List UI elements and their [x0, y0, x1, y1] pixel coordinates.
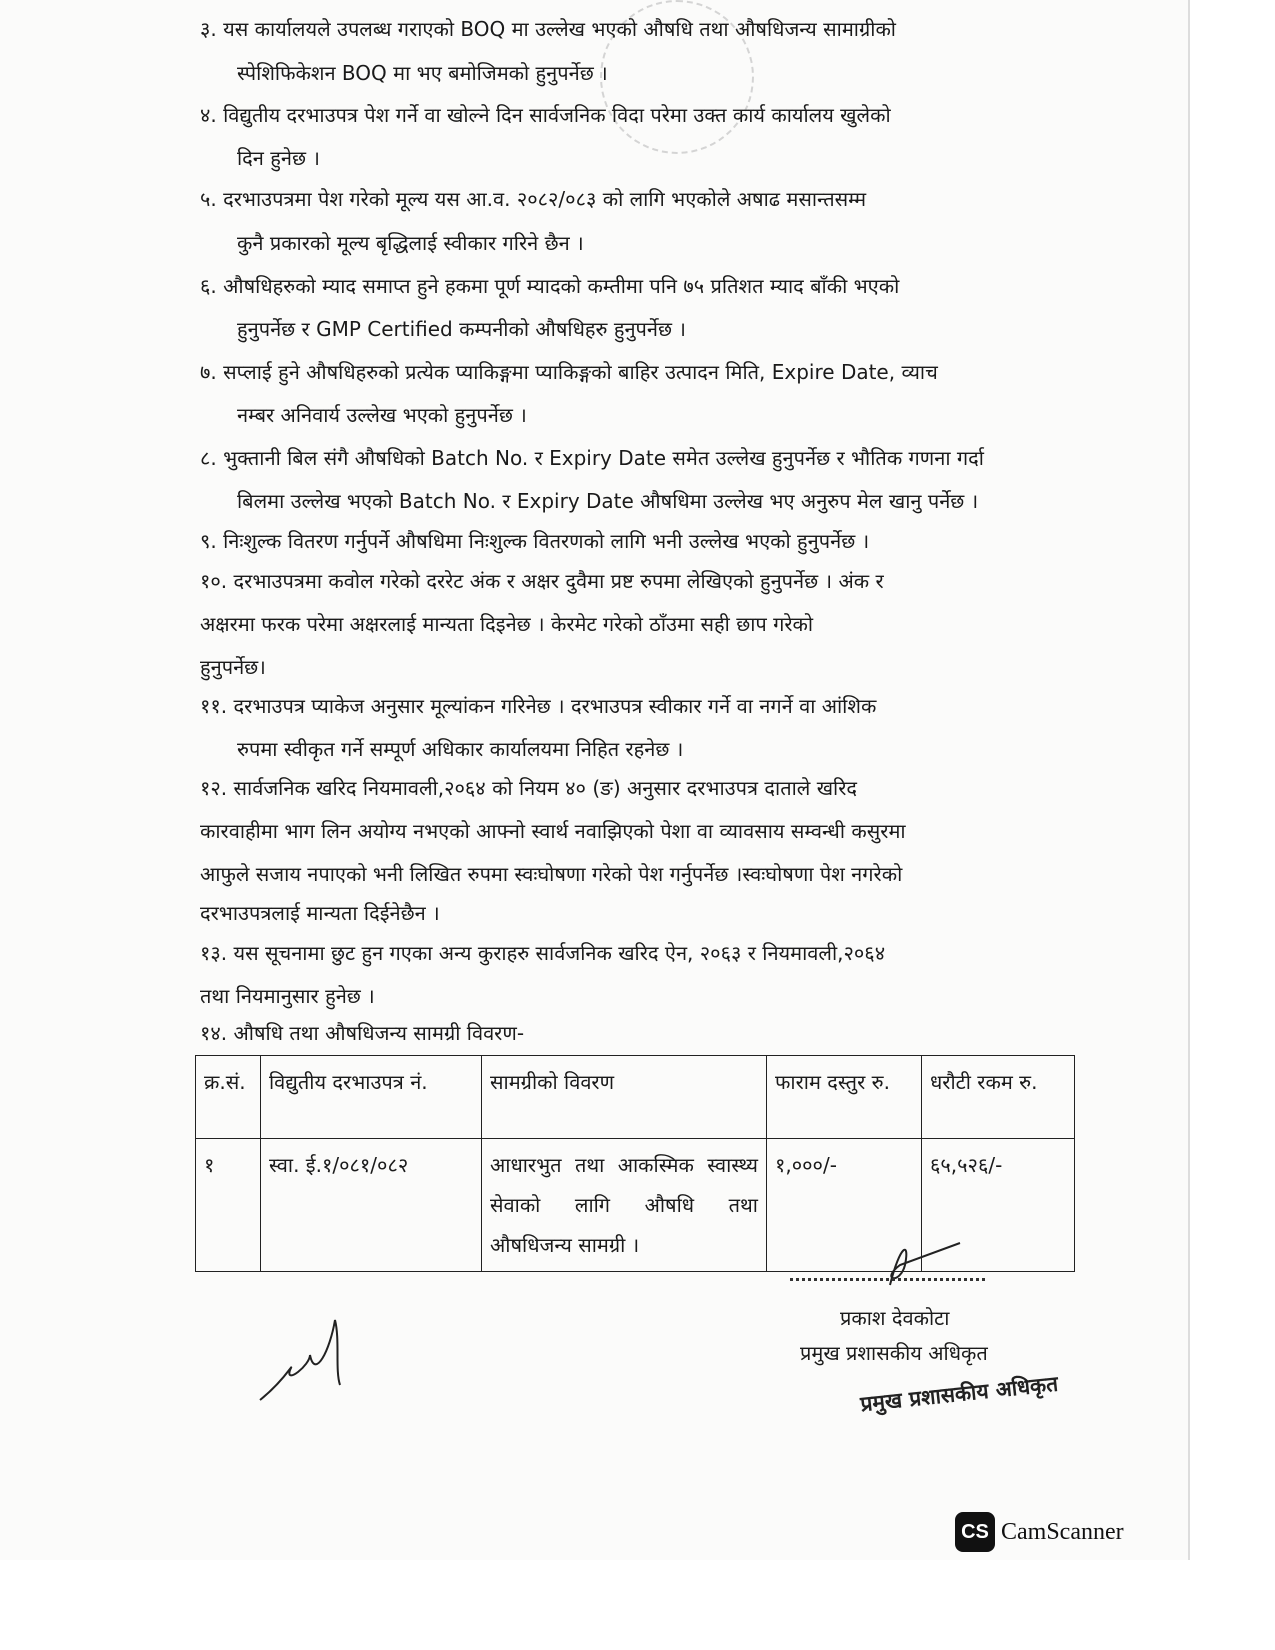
- signatory-title: प्रमुख प्रशासकीय अधिकृत: [800, 1341, 988, 1365]
- title-stamp: प्रमुख प्रशासकीय अधिकृत: [859, 1371, 1060, 1417]
- cell-description: आधारभुत तथा आकस्मिक स्वास्थ्य सेवाको लागि औषधि तथा औषधिजन्य सामग्री ।: [482, 1139, 767, 1272]
- clause-line: १४. औषधि तथा औषधिजन्य सामग्री विवरण-: [200, 1021, 525, 1045]
- clause-continuation: आफुले सजाय नपाएको भनी लिखित रुपमा स्वःघोषणा गरेको पेश गर्नुपर्नेछ ।स्वःघोषणा पेश नगरेको: [200, 862, 903, 886]
- cell-form-fee: १,०००/-: [767, 1139, 922, 1272]
- clause-continuation: दिन हुनेछ ।: [237, 146, 320, 170]
- table-header-row: [196, 1056, 1075, 1139]
- signature-initials: [255, 1310, 355, 1410]
- clause-continuation: नम्बर अनिवार्य उल्लेख भएको हुनुपर्नेछ ।: [237, 403, 527, 427]
- clause-continuation: तथा नियमानुसार हुनेछ ।: [200, 984, 375, 1008]
- header-description: सामग्रीको विवरण: [482, 1056, 767, 1139]
- signature-line: [790, 1278, 985, 1281]
- cell-sn: १: [196, 1139, 261, 1272]
- clause-line: १०. दरभाउपत्रमा कवोल गरेको दररेट अंक र अक्षर दुवैमा प्रष्ट रुपमा लेखिएको हुनुपर्नेछ । अंक र: [200, 569, 884, 593]
- header-sn: क्र.सं.: [196, 1056, 261, 1139]
- clause-continuation: कारवाहीमा भाग लिन अयोग्य नभएको आफ्नो स्वार्थ नवाझिएको पेशा वा व्यावसाय सम्वन्धी कसुरमा: [200, 819, 906, 843]
- clause-continuation: बिलमा उल्लेख भएको Batch No. र Expiry Date औषधिमा उल्लेख भए अनुरुप मेल खानु पर्नेछ ।: [237, 489, 979, 513]
- clause-continuation: अक्षरमा फरक परेमा अक्षरलाई मान्यता दिइनेछ । केरमेट गरेको ठाँउमा सही छाप गरेको: [200, 612, 814, 636]
- header-deposit: धरौटी रकम रु.: [922, 1056, 1075, 1139]
- camscanner-watermark: [955, 1512, 1124, 1552]
- page-edge: [1188, 0, 1190, 1560]
- clause-continuation: रुपमा स्वीकृत गर्ने सम्पूर्ण अधिकार कार्यालयमा निहित रहनेछ ।: [237, 737, 684, 761]
- clause-line: ४. विद्युतीय दरभाउपत्र पेश गर्ने वा खोल्ने दिन सार्वजनिक विदा परेमा उक्त कार्य कार्यालय खुलेको: [200, 103, 891, 127]
- signature-officer: [870, 1235, 970, 1295]
- clause-line: १३. यस सूचनामा छुट हुन गएका अन्य कुराहरु सार्वजनिक खरिद ऐन, २०६३ र नियमावली,२०६४: [200, 941, 886, 965]
- signatory-name: प्रकाश देवकोटा: [840, 1306, 950, 1330]
- cell-deposit: ६५,५२६/-: [922, 1139, 1075, 1272]
- clause-line: ६. औषधिहरुको म्याद समाप्त हुने हकमा पूर्ण म्यादको कम्तीमा पनि ७५ प्रतिशत म्याद बाँकी भएको: [200, 274, 900, 298]
- clause-line: ११. दरभाउपत्र प्याकेज अनुसार मूल्यांकन गरिनेछ । दरभाउपत्र स्वीकार गर्ने वा नगर्ने वा आंशिक: [200, 694, 877, 718]
- clause-line: ५. दरभाउपत्रमा पेश गरेको मूल्य यस आ.व. २०८२/०८३ को लागि भएकोले अषाढ मसान्तसम्म: [200, 187, 867, 211]
- camscanner-logo: CS: [955, 1512, 995, 1552]
- clause-line: ७. सप्लाई हुने औषधिहरुको प्रत्येक प्याकिङ्गमा प्याकिङ्गको बाहिर उत्पादन मिति, Expire Date, व्याच: [200, 360, 938, 384]
- clause-continuation: दरभाउपत्रलाई मान्यता दिईनेछैन ।: [200, 901, 440, 925]
- cell-bid-no: स्वा. ई.१/०८१/०८२: [261, 1139, 482, 1272]
- clause-continuation: हुनुपर्नेछ।: [200, 655, 266, 679]
- camscanner-text: CamScanner: [1001, 1518, 1124, 1545]
- clause-continuation: स्पेशिफिकेशन BOQ मा भए बमोजिमको हुनुपर्नेछ ।: [237, 61, 608, 85]
- header-form-fee: फाराम दस्तुर रु.: [767, 1056, 922, 1139]
- clause-line: ८. भुक्तानी बिल संगै औषधिको Batch No. र Expiry Date समेत उल्लेख हुनुपर्नेछ र भौतिक गणना गर्दा: [200, 446, 984, 470]
- clause-line: ३. यस कार्यालयले उपलब्ध गराएको BOQ मा उल्लेख भएको औषधि तथा औषधिजन्य सामाग्रीको: [200, 17, 896, 41]
- clause-line: १२. सार्वजनिक खरिद नियमावली,२०६४ को नियम ४० (ङ) अनुसार दरभाउपत्र दाताले खरिद: [200, 776, 858, 800]
- header-bid-no: विद्युतीय दरभाउपत्र नं.: [261, 1056, 482, 1139]
- clause-line: ९. निःशुल्क वितरण गर्नुपर्ने औषधिमा निःशुल्क वितरणको लागि भनी उल्लेख भएको हुनुपर्नेछ ।: [200, 529, 870, 553]
- clause-continuation: हुनुपर्नेछ र GMP Certified कम्पनीको औषधिहरु हुनुपर्नेछ ।: [237, 317, 686, 341]
- clause-continuation: कुनै प्रकारको मूल्य बृद्धिलाई स्वीकार गरिने छैन ।: [237, 231, 584, 255]
